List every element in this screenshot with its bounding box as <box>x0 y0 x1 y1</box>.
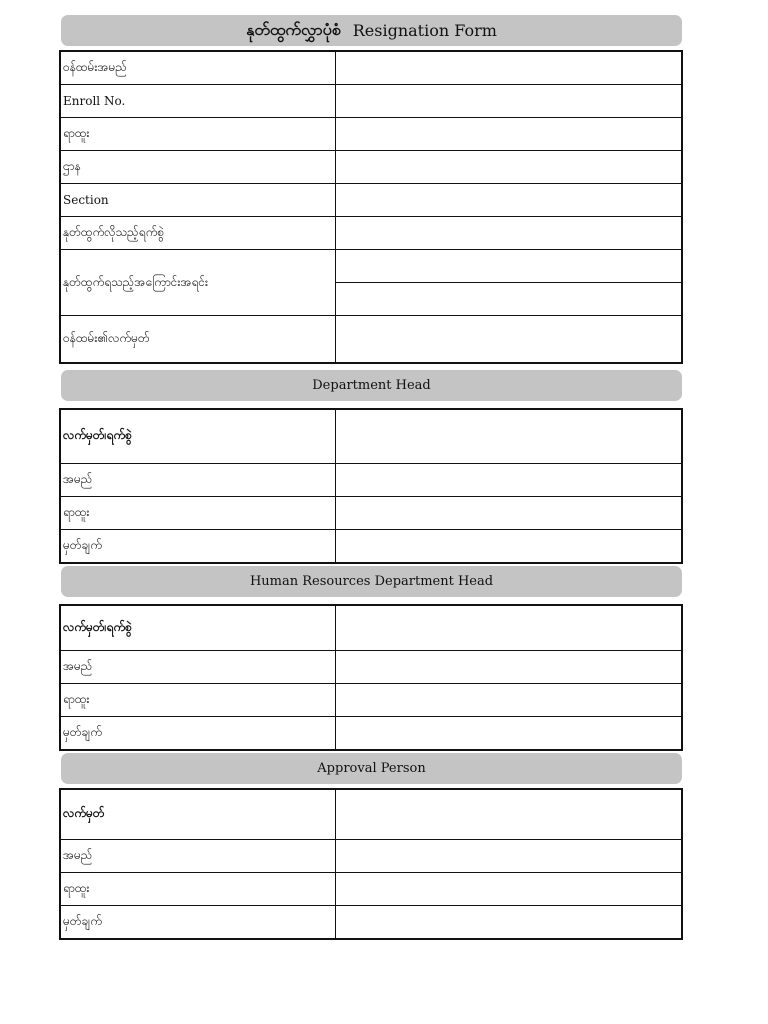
department-head-table <box>59 408 683 564</box>
approval-person-title: Approval Person <box>317 761 426 776</box>
hr-head-table <box>59 604 683 751</box>
section-label: Section <box>60 184 336 217</box>
table-row <box>60 839 682 872</box>
employee-signature-field[interactable] <box>336 316 683 363</box>
table-row <box>60 51 682 85</box>
approval-position-field[interactable] <box>336 872 683 905</box>
hr-remark-field[interactable] <box>336 716 683 750</box>
hr-head-title: Human Resources Department Head <box>249 574 494 589</box>
table-row <box>60 905 682 939</box>
employee-signature-label: ဝန်ထမ်း၏လက်မှတ် <box>60 316 336 363</box>
form-title-bar <box>61 15 682 46</box>
form-title-mm: နုတ်ထွက်လွှာပုံစံ <box>246 19 341 39</box>
table-row <box>60 683 682 716</box>
dept-position-label: ရာထူး <box>60 496 336 529</box>
dept-sign-date-label: လက်မှတ်၊ရက်စွဲ <box>60 409 336 463</box>
position-field[interactable] <box>336 118 683 151</box>
hr-position-field[interactable] <box>336 683 683 716</box>
resign-date-field[interactable] <box>336 217 683 250</box>
table-row <box>60 789 682 839</box>
hr-name-label: အမည် <box>60 650 336 683</box>
hr-sign-date-field[interactable] <box>336 605 683 650</box>
resign-date-label: နုတ်ထွက်လိုသည့်ရက်စွဲ <box>60 217 336 250</box>
resign-reason-field-2[interactable] <box>336 283 683 316</box>
approval-person-table <box>59 788 683 940</box>
approval-sign-label: လက်မှတ် <box>60 789 336 839</box>
hr-head-bar <box>61 566 682 597</box>
table-row <box>60 496 682 529</box>
approval-remark-label: မှတ်ချက် <box>60 905 336 939</box>
approval-sign-field[interactable] <box>336 789 683 839</box>
department-head-title: Department Head <box>312 378 431 393</box>
department-head-bar <box>61 370 682 401</box>
dept-position-field[interactable] <box>336 496 683 529</box>
employee-info-table <box>59 50 683 364</box>
approval-position-label: ရာထူး <box>60 872 336 905</box>
table-row <box>60 151 682 184</box>
dept-name-field[interactable] <box>336 463 683 496</box>
approval-name-field[interactable] <box>336 839 683 872</box>
employee-name-label: ဝန်ထမ်းအမည် <box>60 51 336 85</box>
table-row <box>60 463 682 496</box>
hr-sign-date-label: လက်မှတ်၊ရက်စွဲ <box>60 605 336 650</box>
position-label: ရာထူး <box>60 118 336 151</box>
dept-name-label: အမည် <box>60 463 336 496</box>
enroll-no-field[interactable] <box>336 85 683 118</box>
resign-reason-label: နုတ်ထွက်ရသည့်အကြောင်းအရင်း <box>60 250 336 316</box>
table-row <box>60 184 682 217</box>
form-title-en: Resignation Form <box>352 21 497 40</box>
table-row <box>60 118 682 151</box>
table-row <box>60 316 682 363</box>
approval-person-bar <box>61 753 682 784</box>
dept-remark-field[interactable] <box>336 529 683 563</box>
hr-remark-label: မှတ်ချက် <box>60 716 336 750</box>
hr-name-field[interactable] <box>336 650 683 683</box>
table-row <box>60 529 682 563</box>
dept-sign-date-field[interactable] <box>336 409 683 463</box>
department-label: ဌာန <box>60 151 336 184</box>
approval-name-label: အမည် <box>60 839 336 872</box>
section-field[interactable] <box>336 184 683 217</box>
employee-name-field[interactable] <box>336 51 683 85</box>
table-row <box>60 217 682 250</box>
table-row <box>60 650 682 683</box>
dept-remark-label: မှတ်ချက် <box>60 529 336 563</box>
table-row <box>60 409 682 463</box>
department-field[interactable] <box>336 151 683 184</box>
enroll-no-label: Enroll No. <box>60 85 336 118</box>
table-row <box>60 872 682 905</box>
resign-reason-field-1[interactable] <box>336 250 683 283</box>
table-row <box>60 605 682 650</box>
table-row <box>60 716 682 750</box>
approval-remark-field[interactable] <box>336 905 683 939</box>
table-row <box>60 85 682 118</box>
hr-position-label: ရာထူး <box>60 683 336 716</box>
table-row <box>60 250 682 283</box>
